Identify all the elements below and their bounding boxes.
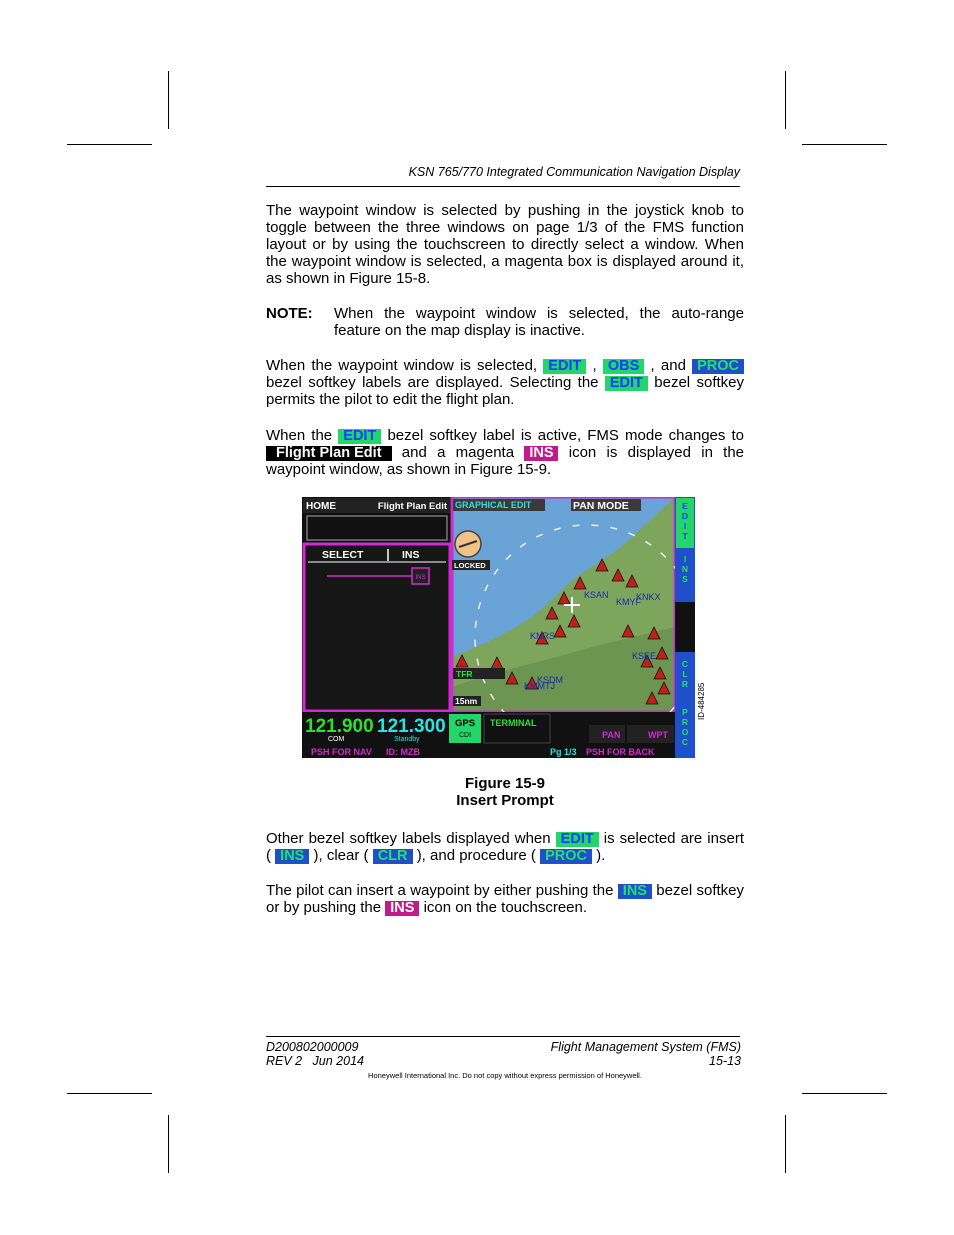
text-line — [266, 374, 744, 391]
edit-softkey-label: EDIT — [605, 376, 648, 391]
proc-softkey-label: PROC — [540, 849, 592, 864]
note-label: NOTE: — [266, 305, 313, 322]
text-line — [266, 427, 744, 444]
text-line: as shown in Figure 15-8. — [266, 270, 431, 287]
side-edit-label: E D I T — [681, 501, 689, 541]
obs-softkey-label: OBS — [603, 359, 644, 374]
doc-number: D200802000009 — [266, 1040, 359, 1054]
image-id: ID-484285 — [697, 682, 706, 720]
text: When the — [266, 427, 333, 444]
paragraph-other-softkeys — [266, 830, 744, 864]
locked-label: LOCKED — [454, 561, 486, 570]
proc-softkey-label: PROC — [692, 359, 744, 374]
text-line — [266, 830, 744, 847]
terminal-label: TERMINAL — [490, 718, 537, 728]
waypoint-entry-box[interactable] — [307, 516, 447, 540]
crop-mark — [785, 1115, 786, 1173]
crop-mark — [67, 144, 152, 145]
paragraph-insert-waypoint — [266, 882, 744, 916]
copyright-notice: Honeywell International Inc. Do not copy without express permission of Honeywell. — [368, 1071, 642, 1080]
text-line: layout or by using the touchscreen to directly select a window. When — [266, 236, 744, 253]
airport-label: KSDM — [537, 675, 564, 685]
text-line — [266, 357, 744, 374]
text: icon on the touchscreen. — [423, 899, 588, 916]
id-message: ID: MZB — [386, 747, 420, 757]
ins-softkey-label: INS — [618, 884, 652, 899]
text: When the waypoint window is selected, — [266, 357, 538, 374]
crop-mark — [802, 1093, 887, 1094]
text: is selected are insert — [603, 830, 744, 847]
text: , — [592, 357, 597, 374]
crop-mark — [785, 71, 786, 129]
text-line: waypoint window, as shown in Figure 15-9. — [266, 461, 552, 478]
ins-column-header: INS — [402, 549, 420, 561]
text: ), and procedure ( — [416, 847, 536, 864]
pan-label: PAN — [602, 730, 621, 740]
text-line — [266, 882, 744, 899]
text: , and — [650, 357, 686, 374]
crop-mark — [67, 1093, 152, 1094]
page-number: 15-13 — [709, 1054, 741, 1068]
text-line — [266, 899, 744, 916]
text-line: permits the pilot to edit the flight plan. — [266, 391, 515, 408]
nav-message: PSH FOR NAV — [311, 747, 372, 757]
tfr-label: TFR — [456, 669, 473, 679]
text: The pilot can insert a waypoint by either pushing the — [266, 882, 614, 899]
airport-label: KNRS — [530, 631, 556, 641]
text-line: The waypoint window is selected by pushing in the joystick knob to — [266, 202, 744, 219]
ins-icon-label: INS — [385, 901, 419, 916]
flight-plan-edit-label: Flight Plan Edit — [266, 446, 392, 461]
side-clr-label: C L R — [681, 659, 689, 689]
text: bezel softkey labels are displayed. Selecting the — [266, 374, 599, 391]
gps-label: GPS — [454, 718, 476, 729]
page-indicator: Pg 1/3 — [550, 747, 577, 757]
text: Other bezel softkey labels displayed when — [266, 830, 551, 847]
paragraph-softkeys — [266, 357, 744, 408]
standby-frequency[interactable]: 121.300 — [377, 716, 446, 737]
edit-softkey-label: EDIT — [543, 359, 586, 374]
clr-softkey-label: CLR — [373, 849, 413, 864]
text-line — [266, 444, 744, 461]
ins-icon-label: INS — [524, 446, 558, 461]
revision: REV 2 Jun 2014 — [266, 1054, 364, 1068]
display-svg — [302, 497, 695, 758]
figure-number: Figure 15-9 — [464, 775, 546, 792]
text: bezel softkey label is active, FMS mode changes to — [387, 427, 744, 444]
running-header: KSN 765/770 Integrated Communication Navigation Display — [408, 165, 740, 179]
com-label: COM — [328, 736, 345, 743]
text: ( — [266, 847, 271, 864]
text-line: toggle between the three windows on page 1/3 of the FMS function — [266, 219, 744, 236]
text-line: When the waypoint window is selected, the auto-range — [334, 305, 744, 322]
text: ), clear ( — [313, 847, 369, 864]
crop-mark — [802, 144, 887, 145]
cdi-label: CDI — [458, 732, 472, 739]
text: ). — [596, 847, 606, 864]
side-blank-softkey[interactable] — [675, 602, 695, 652]
select-column-header: SELECT — [322, 549, 364, 561]
text-line: the waypoint window is selected, a magenta box is displayed around it, — [266, 253, 744, 270]
pan-mode-label: PAN MODE — [573, 500, 629, 512]
edit-softkey-label: EDIT — [338, 429, 381, 444]
figure-title: Insert Prompt — [456, 792, 554, 809]
airport-label: KMMTJ — [524, 681, 555, 691]
edit-softkey-label: EDIT — [556, 832, 599, 847]
airport-label: KSEE — [632, 651, 657, 661]
crop-mark — [168, 1115, 169, 1173]
range-label: 15nm — [455, 696, 478, 706]
text: or by pushing the — [266, 899, 382, 916]
text: icon is displayed in the — [568, 444, 745, 461]
display-screenshot — [302, 497, 695, 758]
text-line: feature on the map display is inactive. — [334, 322, 585, 339]
section-title: Flight Management System (FMS) — [550, 1040, 741, 1054]
mode-title: Flight Plan Edit — [377, 501, 447, 512]
text: and a magenta — [401, 444, 515, 461]
back-message: PSH FOR BACK — [586, 747, 655, 757]
airport-label: KMYF — [616, 597, 642, 607]
ins-softkey-label: INS — [275, 849, 309, 864]
side-proc-label: P R O C — [681, 707, 689, 747]
paragraph-edit-mode — [266, 427, 744, 478]
header-rule — [266, 186, 740, 187]
text-line — [266, 847, 744, 864]
ins-icon-text: INS — [415, 575, 426, 581]
side-ins-label: I N S — [681, 554, 689, 584]
paragraph-waypoint-window — [266, 202, 744, 287]
airport-label: KNKX — [636, 592, 661, 602]
standby-label: Standby — [394, 736, 420, 743]
home-label: HOME — [306, 501, 336, 512]
airport-label: KSAN — [584, 590, 609, 600]
com-frequency[interactable]: 121.900 — [305, 716, 374, 737]
footer-rule — [266, 1036, 740, 1037]
note-text — [334, 305, 744, 339]
text: bezel softkey — [656, 882, 745, 899]
wpt-label: WPT — [648, 730, 668, 740]
text: bezel softkey — [654, 374, 745, 391]
crop-mark — [168, 71, 169, 129]
graphical-edit-label: GRAPHICAL EDIT — [455, 500, 532, 510]
